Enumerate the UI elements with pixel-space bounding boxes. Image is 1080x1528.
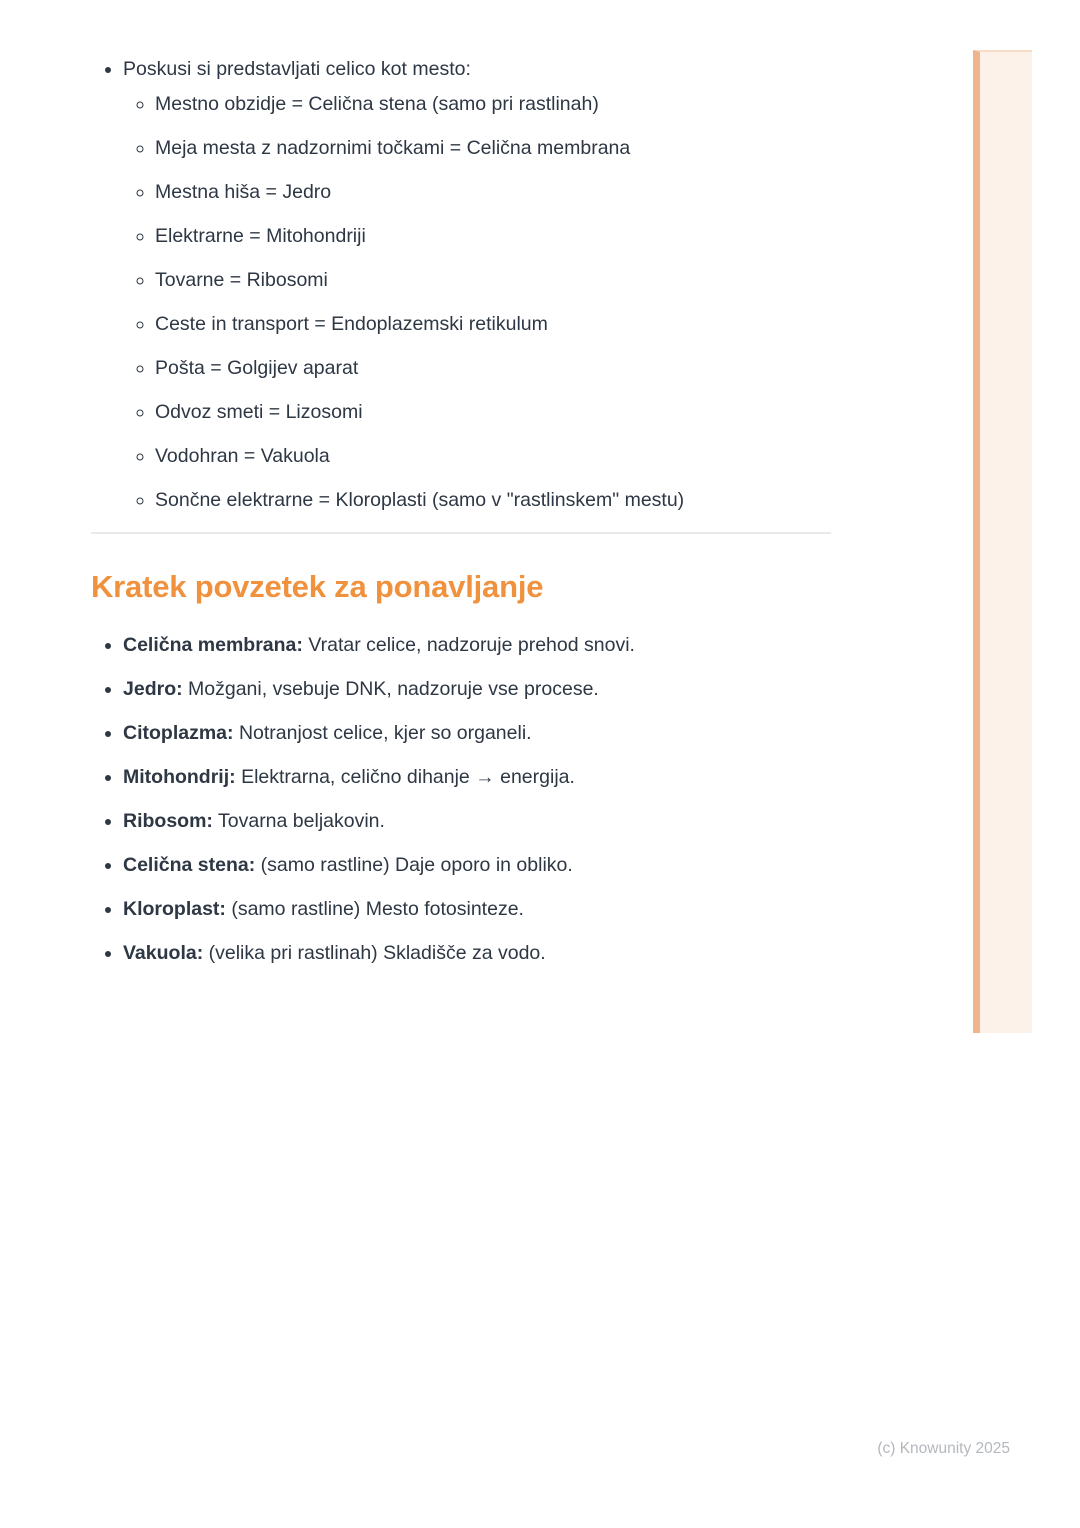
- list-item: ◦ Ceste in transport = Endoplazemski retikulum: [155, 312, 831, 336]
- list-item: [123, 853, 831, 877]
- list-item: [123, 56, 831, 512]
- list-item: [123, 765, 831, 789]
- term-description: (velika pri rastlinah) Skladišče za vodo.: [208, 942, 546, 964]
- term-label: Jedro:: [123, 678, 183, 700]
- list-item: ◦ Vodohran = Vakuola: [155, 444, 831, 468]
- term-label: Mitohondrij:: [123, 766, 236, 788]
- list-item: ◦ Pošta = Golgijev aparat: [155, 356, 831, 380]
- list-item: [123, 809, 831, 833]
- term-label: Kloroplast:: [123, 898, 226, 920]
- list-item: ◦ Odvoz smeti = Lizosomi: [155, 400, 831, 424]
- summary-heading: Kratek povzetek za ponavljanje: [91, 569, 544, 604]
- term-description: Možgani, vsebuje DNK, nadzoruje vse procese.: [188, 678, 599, 700]
- list-item: [123, 897, 831, 921]
- list-item: [123, 721, 831, 745]
- term-label: Celična stena:: [123, 854, 256, 876]
- term-description: Elektrarna, celično dihanje → energija.: [241, 766, 575, 788]
- list-item: ◦ Mestna hiša = Jedro: [155, 180, 831, 204]
- list-item: [123, 941, 831, 965]
- list-item: ◦ Sončne elektrarne = Kloroplasti (samo v "rastlinskem" mestu): [155, 488, 831, 512]
- copyright-notice: (c) Knowunity 2025: [877, 1440, 1010, 1457]
- term-description: (samo rastline) Mesto fotosinteze.: [231, 898, 524, 920]
- summary-list: [91, 633, 831, 965]
- page-edge-highlight-bar: [973, 50, 1032, 1033]
- term-description: (samo rastline) Daje oporo in obliko.: [260, 854, 573, 876]
- term-label: Ribosom:: [123, 810, 213, 832]
- analogy-list: [91, 56, 831, 512]
- list-item: ◦ Elektrarne = Mitohondriji: [155, 224, 831, 248]
- term-label: Vakuola:: [123, 942, 204, 964]
- term-label: Citoplazma:: [123, 722, 234, 744]
- list-item: [123, 633, 831, 657]
- document-content: [91, 56, 831, 985]
- list-item: [123, 677, 831, 701]
- term-description: Vratar celice, nadzoruje prehod snovi.: [308, 634, 635, 656]
- list-item: ◦ Mestno obzidje = Celična stena (samo pri rastlinah): [155, 92, 831, 116]
- list-item: ◦ Meja mesta z nadzornimi točkami = Celična membrana: [155, 136, 831, 160]
- term-label: Celična membrana:: [123, 634, 303, 656]
- term-description: Notranjost celice, kjer so organeli.: [238, 722, 532, 744]
- term-description: Tovarna beljakovin.: [218, 810, 385, 832]
- analogy-sub-list: [123, 92, 831, 512]
- list-item: ◦ Tovarne = Ribosomi: [155, 268, 831, 292]
- section-divider: [91, 532, 831, 534]
- analogy-intro-text: Poskusi si predstavljati celico kot mesto:: [123, 58, 471, 80]
